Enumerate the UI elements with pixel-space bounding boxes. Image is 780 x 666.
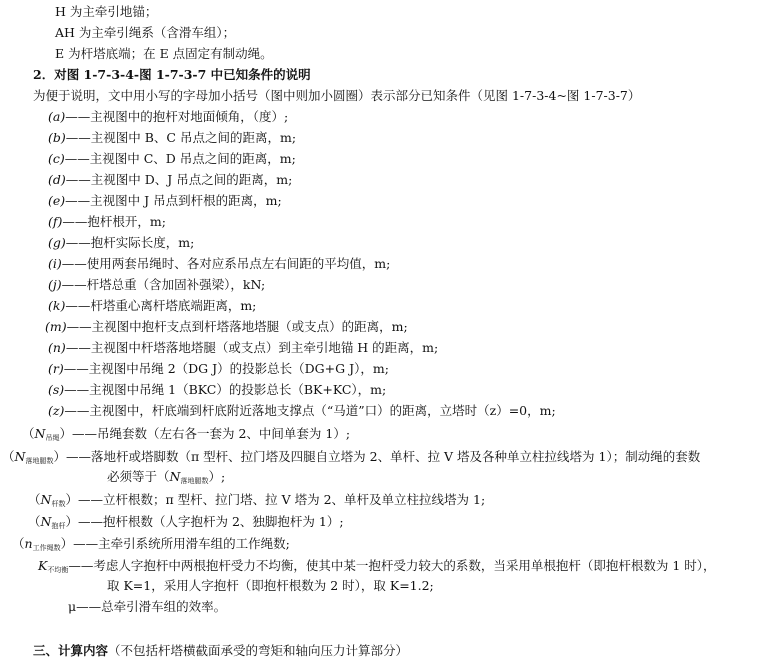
item-key: (a) [48,109,66,124]
item-key: (m) [45,319,67,334]
item-text: ——抱杆根开，m; [62,214,166,229]
item-text: ——主视图中抱杆支点到杆塔落地塔腿（或支点）的距离，m; [66,319,408,334]
list-item [48,235,194,251]
list-item [48,214,166,230]
list-item [48,403,556,419]
list-item [48,109,288,125]
section2-heading: 2．对图 1-7-3-4-图 1-7-3-7 中已知条件的说明 [33,67,311,82]
item-key: (z) [48,403,65,418]
item-key: (n) [48,340,66,355]
item-key: (b) [48,130,66,145]
n-item-legs: $(N_{落地腿数})——$落地杆或塔脚数（π 型杆、拉门塔及四腿自立塔为 2、单杆、拉 V 塔及各种单立柱拉线塔为 1）；制动绳的套数 [2,449,701,465]
intro-line-3: E 为杆塔底端；在 E 点固定有制动绳。 [55,46,273,61]
list-item [48,298,256,314]
list-item [48,382,386,398]
item-key: (e) [48,193,66,208]
item-text: ——主视图中吊绳 1（BKC）的投影总长（BK+KC），m; [64,382,387,397]
item-text: ——主视图中 J 吊点到杆根的距离，m; [65,193,282,208]
item-text: ——杆塔重心离杆塔底端距离，m; [65,298,257,313]
k-item: $K_{不均衡}——$考虑人字抱杆中两根抱杆受力不均衡，使其中某一抱杆受力较大的系数，当采用单根抱杆（即抱杆根数为 1 时）， [38,558,716,574]
item-text: ——杆塔总重（含加固补强梁），kN; [61,277,266,292]
list-item [48,130,296,146]
list-item [45,319,408,335]
list-item [48,172,292,188]
section2-intro: 为便于说明，文中用小写的字母加小括号（图中则加小圆圈）表示部分已知条件（见图 1-7-3-4~图 1-7-3-7） [33,88,641,103]
item-text: ——主视图中的抱杆对地面倾角，（度）; [65,109,289,124]
k-item-continued: 取 K=1，采用人字抱杆（即抱杆根数为 2 时），取 K=1.2; [107,578,434,593]
intro-line-2: AH 为主牵引绳系（含滑车组）； [55,25,236,40]
item-text: ——抱杆实际长度，m; [65,235,195,250]
mu-line: μ——总牵引滑车组的效率。 [68,599,227,614]
item-key: (j) [48,277,62,292]
n-item-legs-continued: 必须等于$(N_{落地腿数})$; [107,469,226,485]
item-key: (f) [48,214,63,229]
section3-heading: 三、计算内容（不包括杆塔横截面承受的弯矩和轴向压力计算部分） [33,643,409,658]
item-key: (s) [48,382,65,397]
item-text: ——主视图中，杆底端到杆底附近落地支撑点（“马道”口）的距离，立塔时（z）=0，m; [64,403,556,418]
list-item [48,340,438,356]
n-item-poles: $(N_{杆数})——$立杆根数；π 型杆、拉门塔、拉 V 塔为 2、单杆及单立柱拉线塔为 1; [28,492,486,508]
list-item [48,277,265,293]
item-key: (g) [48,235,66,250]
intro-line-1: H 为主牵引地锚； [55,4,158,19]
item-key: (c) [48,151,65,166]
item-key: (r) [48,361,64,376]
item-text: ——主视图中 B、C 吊点之间的距离，m; [65,130,297,145]
list-item [48,193,282,209]
item-text: ——主视图中杆塔落地塔腿（或支点）到主牵引地锚 H 的距离，m; [65,340,439,355]
n-item-working-ropes: $(n_{工作绳数})——$主牵引系统所用滑车组的工作绳数; [12,536,290,552]
list-item [48,361,389,377]
item-text: ——主视图中吊绳 2（DG J）的投影总长（DG+G J），m; [63,361,389,376]
item-text: ——使用两套吊绳时、各对应系吊点左右间距的平均值，m; [61,256,391,271]
list-item [48,151,296,167]
n-item-ropes: $(N_{吊绳})——$吊绳套数（左右各一套为 2、中间单套为 1）; [22,426,351,442]
n-item-gin-poles: $(N_{抱杆})——$抱杆根数（人字抱杆为 2、独脚抱杆为 1）; [28,514,344,530]
list-item [48,256,390,272]
item-key: (i) [48,256,62,271]
item-text: ——主视图中 C、D 吊点之间的距离，m; [64,151,296,166]
item-text: ——主视图中 D、J 吊点之间的距离，m; [65,172,293,187]
item-key: (d) [48,172,66,187]
item-key: (k) [48,298,66,313]
